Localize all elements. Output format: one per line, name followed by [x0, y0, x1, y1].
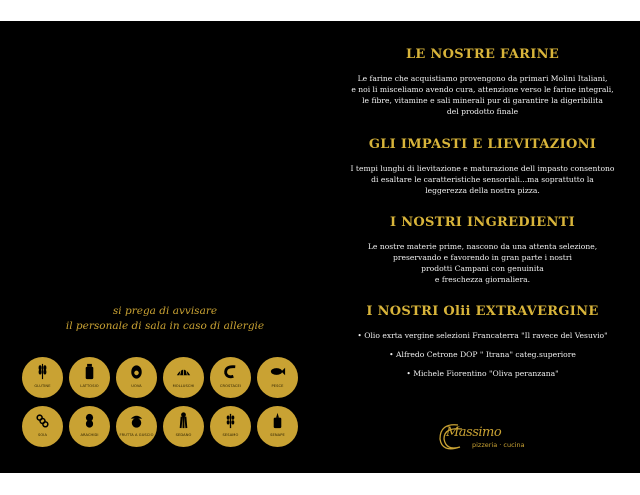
allergy-note-line-2: il personale di sala in caso di allergie: [65, 320, 265, 332]
section-title-impasti: GLI IMPASTI E LIEVITAZIONI: [368, 137, 597, 152]
logo-subtitle: pizzeria · cucina: [472, 441, 525, 449]
allergen-sesamo: [210, 406, 251, 447]
text-line: del prodotto finale: [446, 107, 519, 116]
shell-icon: [174, 362, 193, 381]
allergy-note: [40, 304, 290, 334]
section-farine: [340, 47, 625, 117]
logo-name: Massimo: [446, 425, 502, 440]
allergen-row-1: [22, 357, 302, 398]
section-title-ingredienti: I NOSTRI INGREDIENTI: [390, 215, 575, 230]
allergen-uova: [116, 357, 157, 398]
allergy-note-line-1: si prega di avvisare: [112, 305, 218, 317]
text-line: leggerezza della nostra pizza.: [425, 186, 540, 195]
section-impasti: [340, 137, 625, 196]
text-line: Le farine che acquistiamo provengono da primari Molini Italiani,: [357, 74, 608, 83]
section-text-impasti: [340, 163, 625, 196]
allergen-label: SENAPE: [270, 433, 285, 437]
oil-item: • Olio exrta vergine selezioni Francaterra "Il ravece del Vesuvio": [357, 331, 608, 340]
section-title-farine: LE NOSTRE FARINE: [405, 47, 560, 62]
allergen-row-2: [22, 406, 302, 447]
allergen-label: SESAMO: [222, 433, 239, 437]
allergen-arachidi: [69, 406, 110, 447]
section-ingredienti: [340, 215, 625, 285]
allergen-label: CROSTACEI: [219, 384, 242, 388]
allergen-senape: [257, 406, 298, 447]
allergen-sedano: [163, 406, 204, 447]
massimo-logo: [432, 421, 542, 457]
egg-icon: [127, 362, 146, 381]
text-line: le fibre, vitamine e sali minerali pur di garantire la digeribilita: [362, 96, 603, 105]
allergen-molluschi: [163, 357, 204, 398]
section-text-ingredienti: [340, 241, 625, 285]
text-line: Le nostre materie prime, nascono da una attenta selezione,: [367, 242, 598, 251]
sesame-icon: [221, 411, 240, 430]
text-line: e freschezza giornaliera.: [434, 275, 531, 284]
text-line: e noi li misceliamo avendo cura, attenzione verso le farine integrali,: [351, 85, 614, 94]
nut-icon: [127, 411, 146, 430]
text-line: prodotti Campani con genuinita: [421, 264, 544, 273]
allergen-label: FRUTTA A GUSCIO: [119, 433, 154, 437]
allergen-label: SOIA: [37, 433, 48, 437]
allergen-soia: [22, 406, 63, 447]
shrimp-icon: [221, 362, 240, 381]
celery-icon: [174, 411, 193, 430]
milk-icon: [80, 362, 99, 381]
text-line: preservando e favorendo in gran parte i nostri: [393, 253, 572, 262]
allergen-label: SEDANO: [175, 433, 192, 437]
oil-item: • Alfredo Cetrone DOP " Itrana" categ.superiore: [389, 350, 576, 359]
allergen-label: PESCE: [271, 384, 284, 388]
mustard-icon: [268, 411, 287, 430]
allergen-label: UOVA: [131, 384, 142, 388]
text-line: I tempi lunghi di lievitazione e maturazione dell impasto consentono: [350, 164, 615, 173]
allergen-label: ARACHIDI: [80, 433, 99, 437]
text-line: di esaltare le caratteristiche sensoriali...ma soprattutto la: [371, 175, 594, 184]
oil-item: • Michele Fiorentino "Oliva peranzana": [406, 369, 559, 378]
allergen-lattosio: [69, 357, 110, 398]
allergen-label: LATTOSIO: [80, 384, 99, 388]
allergen-frutta-a-guscio: [116, 406, 157, 447]
allergen-label: MOLLUSCHI: [172, 384, 195, 388]
section-title-olii: I NOSTRI Olii EXTRAVERGINE: [366, 304, 599, 319]
allergen-icons: [22, 357, 302, 455]
wheat-icon: [33, 362, 52, 381]
allergen-label: GLUTINE: [34, 384, 51, 388]
fish-icon: [268, 362, 287, 381]
allergen-crostacei: [210, 357, 251, 398]
section-text-farine: [340, 73, 625, 117]
allergen-pesce: [257, 357, 298, 398]
allergen-glutine: [22, 357, 63, 398]
section-olii: [340, 304, 625, 378]
soy-icon: [33, 411, 52, 430]
peanut-icon: [80, 411, 99, 430]
